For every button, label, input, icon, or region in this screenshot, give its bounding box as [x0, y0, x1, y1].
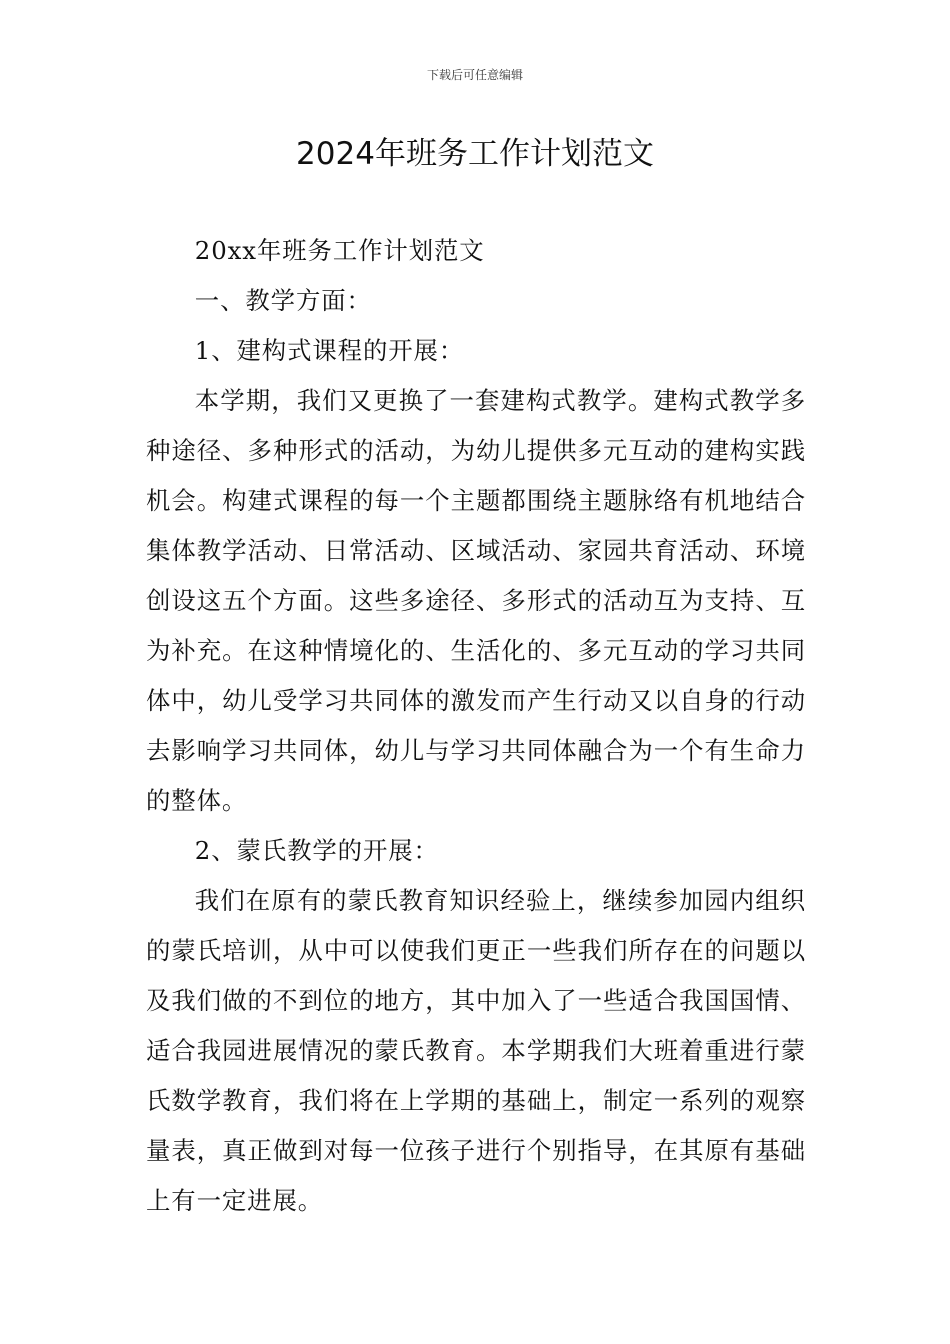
subheading-constructive-course: 1、建构式课程的开展：	[194, 336, 465, 365]
document-title: 2024年班务工作计划范文	[296, 136, 654, 172]
section-heading-teaching: 一、教学方面：	[194, 286, 372, 315]
header-note: 下载后可任意编辑	[426, 68, 523, 82]
body-paragraph: 我们在原有的蒙氏教育知识经验上，继续参加园内组织的蒙氏培训，从中可以使我们更正一些我们所存在的问题以及我们做的不到位的地方，其中加入了一些适合我国国情、适合我园进展情况的蒙氏教育。本学期我们大班着重进行蒙氏数学教育，我们将在上学期的基础上，制定一系列的观察量表，真正做到对每一位孩子进行个别指导，在其原有基础上有一定进展。	[146, 886, 806, 1215]
subheading-montessori: 2、蒙氏教学的开展：	[194, 836, 439, 865]
body-paragraph: 本学期，我们又更换了一套建构式教学。建构式教学多种途径、多种形式的活动，为幼儿提供多元互动的建构实践机会。构建式课程的每一个主题都围绕主题脉络有机地结合集体教学活动、日常活动、区域活动、家园共育活动、环境创设这五个方面。这些多途径、多形式的活动互为支持、互为补充。在这种情境化的、生活化的、多元互动的学习共同体中，幼儿受学习共同体的激发而产生行动又以自身的行动去影响学习共同体，幼儿与学习共同体融合为一个有生命力的整体。	[146, 386, 806, 815]
document-body	[146, 226, 806, 1226]
subtitle-paragraph: 20xx年班务工作计划范文	[194, 236, 485, 265]
